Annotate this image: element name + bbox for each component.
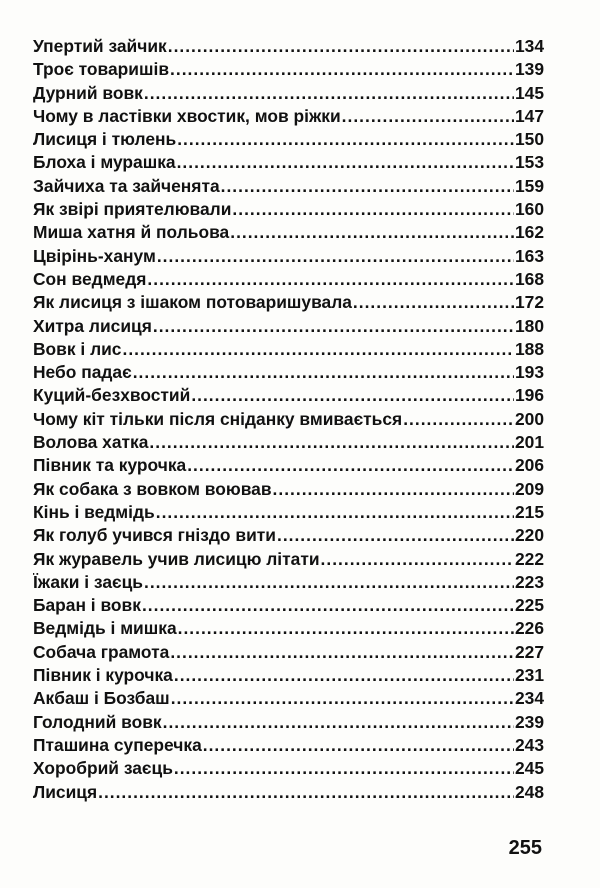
toc-entry — [33, 222, 544, 245]
toc-leader-dots — [156, 502, 514, 523]
toc-entry-title: Чому в ластівки хвостик, мов ріжки — [33, 105, 341, 126]
toc-entry-page: 223 — [514, 571, 544, 592]
toc-entry — [33, 385, 544, 408]
toc-entry — [33, 735, 544, 758]
toc-entry — [33, 549, 544, 572]
toc-entry-title: Небо падає — [33, 362, 132, 383]
toc-entry — [33, 106, 544, 129]
toc-entry-page: 215 — [514, 501, 544, 522]
toc-entry — [33, 432, 544, 455]
toc-leader-dots — [191, 385, 514, 406]
toc-entry — [33, 83, 544, 106]
toc-entry-title: Упертий зайчик — [33, 36, 167, 56]
toc-leader-dots — [144, 83, 514, 104]
toc-entry-title: Як журавель учив лисицю літати — [33, 548, 320, 569]
toc-leader-dots — [342, 106, 514, 127]
toc-entry-page: 196 — [514, 385, 544, 406]
toc-entry-title: Лисиця — [33, 781, 98, 802]
toc-entry-title: Ведмідь і мишка — [33, 618, 177, 639]
toc-entry-title: Собача грамота — [33, 641, 170, 662]
toc-leader-dots — [277, 525, 514, 546]
toc-entry — [33, 339, 544, 362]
toc-entry-page: 168 — [514, 268, 544, 289]
toc-entry-title: Півник та курочка — [33, 455, 187, 476]
toc-entry-page: 201 — [514, 432, 544, 453]
toc-entry — [33, 59, 544, 82]
toc-entry-page: 160 — [514, 199, 544, 220]
toc-entry-title: Вовк і лис — [33, 338, 122, 359]
toc-entry-page: 139 — [514, 59, 544, 80]
toc-entry-page: 231 — [514, 665, 544, 686]
toc-leader-dots — [142, 595, 514, 616]
toc-entry-page: 206 — [514, 455, 544, 476]
toc-entry-title: Півник і курочка — [33, 665, 173, 686]
toc-entry — [33, 316, 544, 339]
toc-entry-title: Кінь і ведмідь — [33, 501, 155, 522]
toc-entry — [33, 572, 544, 595]
toc-entry-page: 227 — [514, 641, 544, 662]
toc-entry — [33, 455, 544, 478]
toc-entry — [33, 36, 544, 59]
toc-entry-page: 209 — [514, 478, 544, 499]
toc-leader-dots — [353, 292, 514, 313]
toc-entry-page: 180 — [514, 315, 544, 336]
toc-entry-title: Їжаки і заєць — [33, 571, 143, 592]
toc-entry-title: Миша хатня й польова — [33, 222, 230, 243]
toc-entry — [33, 479, 544, 502]
toc-entry-page: 226 — [514, 618, 544, 639]
toc-leader-dots — [403, 409, 514, 430]
toc-entry-page: 134 — [514, 36, 544, 56]
toc-leader-dots — [203, 735, 514, 756]
toc-entry-page: 150 — [514, 129, 544, 150]
toc-leader-dots — [170, 59, 514, 80]
toc-entry-page: 234 — [514, 688, 544, 709]
toc-leader-dots — [149, 432, 514, 453]
toc-entry — [33, 595, 544, 618]
toc-leader-dots — [221, 176, 514, 197]
toc-entry-page: 222 — [514, 548, 544, 569]
toc-entry — [33, 199, 544, 222]
toc-entry-page: 248 — [514, 781, 544, 802]
toc-entry-title: Лисиця і тюлень — [33, 129, 177, 150]
toc-entry-title: Хоробрий заєць — [33, 758, 173, 779]
toc-leader-dots — [174, 665, 514, 686]
toc-leader-dots — [177, 152, 514, 173]
toc-entry-title: Голодний вовк — [33, 711, 162, 732]
toc-entry-page: 159 — [514, 175, 544, 196]
toc-leader-dots — [163, 712, 514, 733]
toc-entry-title: Пташина суперечка — [33, 734, 202, 755]
toc-leader-dots — [98, 782, 514, 803]
toc-leader-dots — [144, 572, 514, 593]
toc-entry — [33, 246, 544, 269]
toc-leader-dots — [170, 642, 514, 663]
toc-leader-dots — [321, 549, 514, 570]
toc-leader-dots — [187, 455, 514, 476]
toc-entry-page: 193 — [514, 362, 544, 383]
toc-entry-title: Дурний вовк — [33, 82, 143, 103]
toc-leader-dots — [122, 339, 514, 360]
toc-entry-page: 145 — [514, 82, 544, 103]
toc-entry-page: 147 — [514, 105, 544, 126]
toc-entry — [33, 758, 544, 781]
toc-leader-dots — [230, 222, 514, 243]
toc-leader-dots — [273, 479, 514, 500]
toc-entry-title: Чому кіт тільки після сніданку вмивається — [33, 408, 403, 429]
toc-leader-dots — [157, 246, 514, 267]
toc-leader-dots — [177, 129, 514, 150]
toc-entry-title: Куций-безхвостий — [33, 385, 191, 406]
toc-entry-page: 225 — [514, 595, 544, 616]
toc-entry — [33, 642, 544, 665]
toc-entry — [33, 618, 544, 641]
toc-entry-title: Цвірінь-ханум — [33, 245, 156, 266]
toc-entry — [33, 269, 544, 292]
page-number: 255 — [508, 837, 542, 859]
toc-entry — [33, 782, 544, 805]
toc-entry-page: 200 — [514, 408, 544, 429]
toc-leader-dots — [232, 199, 514, 220]
toc-entry-title: Акбаш і Бозбаш — [33, 688, 170, 709]
toc-entry-title: Волова хатка — [33, 432, 149, 453]
toc-entry-title: Як голуб учився гніздо вити — [33, 525, 276, 546]
toc-leader-dots — [174, 758, 514, 779]
toc-entry — [33, 409, 544, 432]
toc-entry-page: 239 — [514, 711, 544, 732]
toc-entry-page: 172 — [514, 292, 544, 313]
toc-entry-title: Зайчиха та зайченята — [33, 175, 220, 196]
toc-entry-title: Як звірі приятелювали — [33, 199, 232, 220]
toc-leader-dots — [133, 362, 514, 383]
toc-entry-page: 153 — [514, 152, 544, 173]
toc-entry — [33, 129, 544, 152]
toc-entry-title: Блоха і мурашка — [33, 152, 176, 173]
toc-entry — [33, 362, 544, 385]
toc-entry-title: Сон ведмедя — [33, 268, 147, 289]
toc-entry — [33, 502, 544, 525]
toc-entry — [33, 665, 544, 688]
toc-entry — [33, 688, 544, 711]
toc-entry — [33, 152, 544, 175]
toc-entry-title: Як собака з вовком воював — [33, 478, 272, 499]
toc-entry-page: 163 — [514, 245, 544, 266]
toc-entry-page: 245 — [514, 758, 544, 779]
toc-entry — [33, 176, 544, 199]
toc-entry-title: Баран і вовк — [33, 595, 141, 616]
toc-entry-page: 162 — [514, 222, 544, 243]
toc-entry — [33, 292, 544, 315]
toc-entry-page: 220 — [514, 525, 544, 546]
toc-entry-page: 243 — [514, 734, 544, 755]
toc-entry — [33, 525, 544, 548]
toc-entry — [33, 712, 544, 735]
toc-leader-dots — [153, 316, 514, 337]
toc-entry-title: Як лисиця з ішаком потоваришувала — [33, 292, 352, 313]
toc-leader-dots — [178, 618, 514, 639]
toc-leader-dots — [171, 688, 514, 709]
toc-entry-title: Хитра лисиця — [33, 315, 152, 336]
toc-leader-dots — [147, 269, 514, 290]
table-of-contents — [33, 36, 544, 805]
toc-leader-dots — [168, 36, 514, 57]
toc-entry-page: 188 — [514, 338, 544, 359]
toc-entry-title: Троє товаришів — [33, 59, 170, 80]
